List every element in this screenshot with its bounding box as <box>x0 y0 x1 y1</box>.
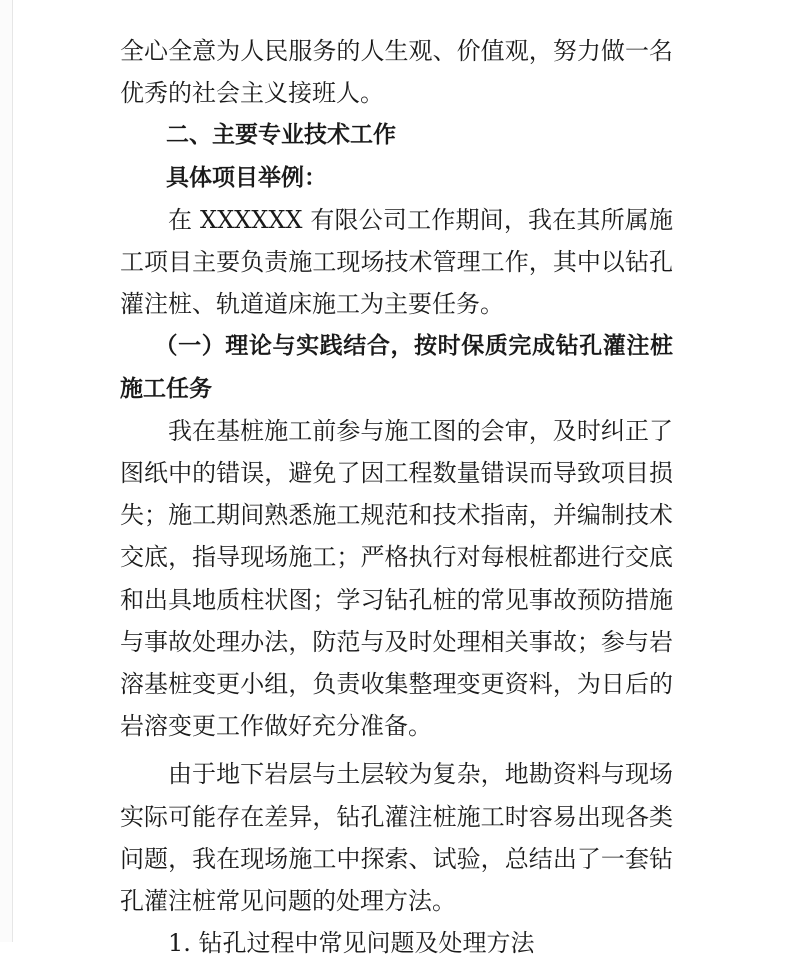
paragraph-company-duties: 在 XXXXXX 有限公司工作期间，我在其所属施工项目主要负责施工现场技术管理工作，其中以钻孔灌注桩、轨道道床施工为主要任务。 <box>120 205 673 319</box>
paragraph-pile-construction: 我在基桩施工前参与施工图的会审，及时纠正了图纸中的错误，避免了因工程数量错误而导致项目损失；施工期间熟悉施工规范和技术指南，并编制技术交底，指导现场施工；严格执行对每根桩都进行交底和出具地质柱状图；学习钻孔桩的常见事故预防措施与事故处理办法，防范与及时处理相关事故；参与岩溶基桩变更小组，负责收集整理变更资料，为日后的岩溶变更工作做好充分准备。 <box>120 416 673 741</box>
paragraph-intro-continued: 全心全意为人民服务的人生观、价值观，努力做一名优秀的社会主义接班人。 <box>120 37 673 108</box>
list-item-drilling-problems: 1. 钻孔过程中常见问题及处理方法 <box>168 929 535 958</box>
subheading-project-examples: 具体项目举例： <box>166 164 327 191</box>
page-edge <box>0 0 13 942</box>
section-heading-main-work: 二、主要专业技术工作 <box>166 122 396 149</box>
paragraph-geology-issues: 由于地下岩层与土层较为复杂，地勘资料与现场实际可能存在差异，钻孔灌注桩施工时容易出现各类问题，我在现场施工中探索、试验，总结出了一套钻孔灌注桩常见问题的处理方法。 <box>120 760 673 916</box>
subheading-theory-practice: （一）理论与实践结合，按时保质完成钻孔灌注桩施工任务 <box>120 333 673 402</box>
